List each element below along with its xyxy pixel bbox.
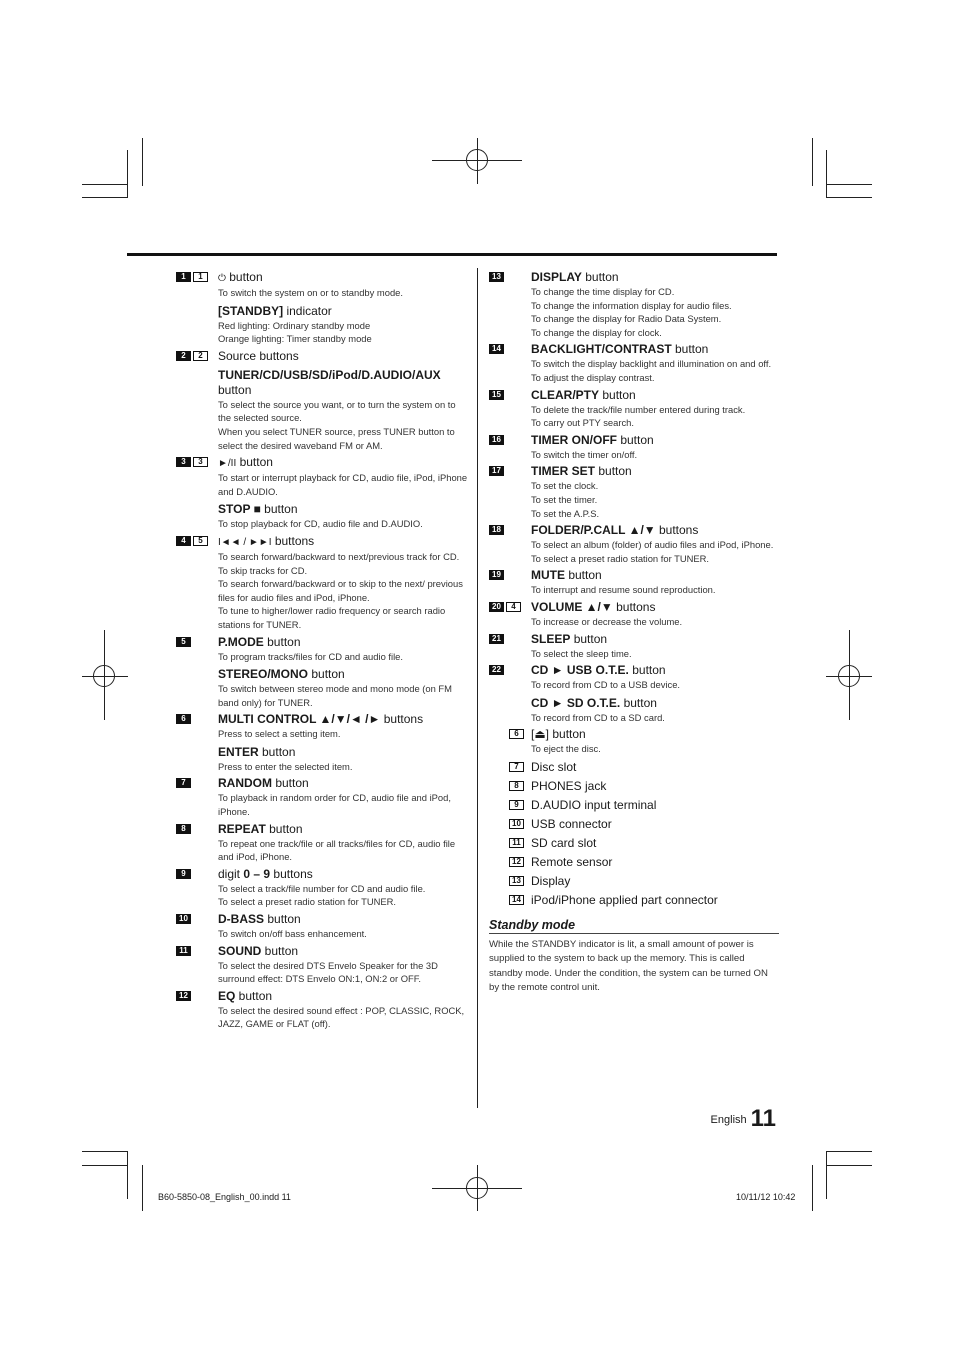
crop-mark [826, 1165, 872, 1166]
item-title-key: SOUND [218, 943, 262, 958]
item-title-key: TIMER SET [531, 464, 596, 479]
left-column [176, 270, 468, 1034]
item-title-suffix: button [235, 988, 273, 1003]
part-item [489, 779, 779, 794]
item-description: To stop playback for CD, audio file and D.AUDIO. [218, 518, 423, 530]
item-subtitle-key: [STANDBY] [218, 303, 284, 318]
item-title-key: CLEAR/PTY [531, 387, 600, 402]
crop-mark [82, 1165, 128, 1166]
item-title [218, 944, 468, 959]
power-icon: ⏻ [218, 273, 226, 284]
item-badge: 13 [489, 272, 504, 282]
item-subtitle-key: ENTER [218, 744, 259, 759]
item-title-suffix: button [236, 455, 273, 470]
item-title [218, 712, 468, 727]
part-label: D.AUDIO input terminal [531, 797, 657, 812]
item-subtitle [218, 304, 468, 319]
item-badges [509, 800, 524, 810]
item-description: To set the A.P.S. [531, 507, 600, 519]
crop-mark [127, 150, 128, 198]
item-badge: 10 [509, 819, 524, 829]
footer-date: 10/11/12 10:42 [736, 1192, 796, 1202]
item-title-key: DISPLAY [531, 270, 582, 284]
crop-mark [82, 1151, 128, 1152]
item-title-key: MULTI CONTROL ▲/▼/◄ /► [218, 712, 381, 727]
item-badges [489, 466, 504, 476]
item-badge: 12 [509, 857, 524, 867]
crop-mark [812, 1165, 813, 1211]
item-badge: 14 [489, 344, 504, 354]
item-title [218, 912, 468, 927]
column-divider [477, 268, 478, 1108]
item-description: To switch on/off bass enhancement. [218, 928, 367, 940]
item-badge: 9 [509, 800, 524, 810]
item-title [218, 822, 468, 837]
item-badges [176, 946, 191, 956]
item-title-suffix: buttons [380, 712, 424, 727]
item-badges [489, 570, 504, 580]
standby-heading: Standby mode [489, 918, 779, 934]
item-badge: 3 [193, 457, 208, 467]
item-title-key: BACKLIGHT/CONTRAST [531, 342, 672, 357]
crop-mark [826, 1151, 872, 1152]
item-badge: 17 [489, 466, 504, 476]
item-title-prefix: digit [218, 866, 244, 881]
part-label: SD card slot [531, 835, 597, 850]
crop-mark [82, 184, 128, 185]
item-title-suffix: button [628, 663, 666, 678]
page-language: English [710, 1114, 747, 1126]
item-title-suffix: buttons [612, 599, 656, 614]
item-title [218, 989, 468, 1004]
crop-mark [826, 1151, 827, 1199]
list-item [489, 600, 779, 629]
crop-mark [142, 1165, 143, 1211]
item-description: To switch the system on or to standby mode. [218, 287, 403, 298]
item-badges [176, 351, 208, 361]
list-item [489, 388, 779, 430]
item-subtitle [218, 502, 468, 517]
item-badge: 11 [176, 946, 191, 956]
item-description: To search forward/backward or to skip to the next/ previous files for audio files and iPod, iPhone. [218, 578, 463, 603]
item-description: To select a preset radio station for TUNER. [218, 896, 397, 908]
item-title-key: CD ► USB O.T.E. [531, 663, 629, 678]
item-badges [509, 895, 524, 905]
crop-mark [826, 197, 872, 198]
item-description: To change the time display for CD. [531, 286, 675, 297]
item-badge: 11 [509, 838, 524, 848]
item-badges [509, 762, 524, 772]
item-subtitle-suffix: button [260, 502, 298, 517]
item-description: To playback in random order for CD, audio file and iPod, iPhone. [218, 792, 451, 818]
item-badge: 13 [509, 876, 524, 886]
item-badge: 2 [193, 351, 208, 361]
item-title [531, 523, 779, 538]
list-item [176, 822, 468, 864]
eject-button-title: [⏏] button [531, 727, 586, 742]
header-rule [127, 253, 777, 256]
item-description: To select the desired DTS Envelo Speaker for the 3D surround effect: DTS Envelo ON:1, ON:2 or OFF. [218, 959, 438, 985]
list-item [176, 270, 468, 346]
item-description: To change the display for clock. [531, 326, 662, 338]
item-title [531, 433, 779, 448]
item-description: To delete the track/file number entered during track. [531, 403, 746, 415]
item-badge: 10 [176, 914, 191, 924]
item-title-key: EQ [218, 988, 236, 1003]
item-title-suffix: button [581, 270, 619, 284]
item-title-suffix: buttons [270, 866, 313, 881]
item-title [218, 270, 468, 286]
crop-mark [826, 150, 827, 198]
item-title-key: VOLUME ▲/▼ [531, 599, 613, 614]
crop-mark [82, 197, 128, 198]
item-subtitle-key: TUNER/CD/USB/SD/iPod/D.AUDIO/AUX [218, 367, 441, 382]
part-item [489, 817, 779, 832]
item-description: To program tracks/files for CD and audio file. [218, 650, 403, 662]
item-title [218, 455, 468, 471]
list-item [489, 433, 779, 462]
item-description: Red lighting: Ordinary standby mode [218, 319, 371, 331]
item-badges [489, 344, 504, 354]
part-item [489, 798, 779, 813]
item-description: Orange lighting: Timer standby mode [218, 333, 372, 345]
item-description: Press to enter the selected item. [218, 760, 353, 772]
item-description: To select the desired sound effect : POP, CLASSIC, ROCK, JAZZ, GAME or FLAT (off). [218, 1004, 465, 1030]
standby-text: While the STANDBY indicator is lit, a small amount of power is supplied to the system to back up the memory. This is called standby mode. Under the condition, the system can be turned ON by the remote control unit. [489, 938, 768, 994]
right-column [489, 270, 779, 996]
item-badges [176, 457, 208, 467]
list-item [489, 632, 779, 661]
list-item [176, 349, 468, 452]
item-badges [489, 435, 504, 445]
item-title-suffix: button [671, 342, 709, 357]
list-item [489, 523, 779, 565]
registration-mark [466, 149, 488, 171]
item-badges [176, 536, 208, 546]
item-badges [509, 857, 524, 867]
list-item [176, 534, 468, 632]
item-title-key: RANDOM [218, 776, 272, 791]
item-badge: 22 [489, 665, 504, 675]
item-badge: 14 [509, 895, 524, 905]
item-title-suffix: button [261, 943, 299, 958]
part-label: USB connector [531, 816, 612, 831]
item-badge: 15 [489, 390, 504, 400]
item-description: To select the source you want, or to turn the system on to the selected source. [218, 398, 456, 424]
part-label: Display [531, 873, 571, 888]
item-badge: 2 [176, 351, 191, 361]
item-title [531, 663, 779, 678]
part-label: Remote sensor [531, 854, 613, 869]
item-subtitle-suffix: indicator [283, 303, 332, 318]
item-subtitle [218, 667, 468, 682]
item-title [218, 635, 468, 650]
item-description: To switch between stereo mode and mono mode (on FM band only) for TUNER. [218, 683, 452, 708]
item-title-key: 0 – 9 [243, 866, 271, 881]
item-badges [489, 272, 504, 282]
list-item [489, 568, 779, 597]
item-title-key: D-BASS [218, 912, 265, 927]
item-badges [176, 869, 191, 879]
item-badge: 9 [176, 869, 191, 879]
item-title [218, 867, 468, 882]
item-title [218, 776, 468, 791]
item-badges [176, 991, 191, 1001]
eject-desc: To eject the disc. [531, 743, 601, 755]
item-badges [509, 781, 524, 791]
item-title-key: SLEEP [531, 631, 571, 646]
item-subtitle-key: CD ► SD O.T.E. [531, 695, 621, 710]
part-label: PHONES jack [531, 778, 607, 793]
item-badge: 20 [489, 602, 504, 612]
item-badge: 5 [176, 637, 191, 647]
item-title [531, 464, 779, 479]
item-description: To tune to higher/lower radio frequency or search radio stations for TUNER. [218, 605, 446, 630]
registration-mark [838, 665, 860, 687]
list-item [176, 989, 468, 1031]
item-title-suffix: Source buttons [218, 348, 299, 363]
item-title-suffix: button [263, 634, 301, 649]
list-item [489, 663, 779, 724]
item-title [218, 349, 468, 364]
item-badges [489, 602, 521, 612]
item-title-suffix: button [264, 912, 301, 927]
item-subtitle-suffix: button [258, 744, 296, 759]
item-badge: 16 [489, 435, 504, 445]
item-badges [176, 914, 191, 924]
item-badge: 6 [509, 729, 524, 739]
list-item [176, 455, 468, 531]
footer-filename: B60-5850-08_English_00.indd 11 [158, 1192, 291, 1202]
item-subtitle [218, 368, 468, 398]
item-title [531, 388, 779, 403]
item-badge: 1 [193, 272, 208, 282]
registration-mark [93, 665, 115, 687]
list-item [489, 464, 779, 520]
item-badges [489, 634, 504, 644]
item-title [531, 632, 779, 647]
list-item [489, 342, 779, 384]
item-title-suffix: buttons [271, 533, 315, 548]
item-subtitle-key: STEREO/MONO [218, 667, 309, 682]
list-item [176, 712, 468, 773]
parts-list [489, 760, 779, 908]
item-subtitle [531, 696, 779, 711]
list-item [176, 912, 468, 941]
item-badge: 6 [176, 714, 191, 724]
item-title-key: FOLDER/P.CALL ▲/▼ [531, 523, 656, 538]
item-description: To interrupt and resume sound reproduction. [531, 584, 716, 596]
item-title-suffix: button [595, 464, 632, 479]
crop-mark [826, 184, 872, 185]
item-badge: 8 [509, 781, 524, 791]
part-item [489, 893, 779, 908]
item-description: To switch the display backlight and illumination on and off. [531, 358, 772, 370]
item-badge: 7 [176, 778, 191, 788]
item-badge: 1 [176, 272, 191, 282]
item-title-suffix: button [225, 270, 263, 284]
registration-mark [466, 1177, 488, 1199]
list-item [176, 776, 468, 818]
item-description: To record from CD to a SD card. [531, 711, 665, 723]
item-description: To select a track/file number for CD and audio file. [218, 882, 426, 894]
item-badges [176, 824, 191, 834]
item-description: To skip tracks for CD. [218, 564, 308, 576]
page-number: 11 [750, 1105, 776, 1132]
part-item [489, 760, 779, 775]
play-pause-icon: ►/II [218, 458, 237, 470]
item-badges [489, 665, 504, 675]
item-title [531, 600, 779, 615]
item-title-suffix: buttons [655, 523, 699, 538]
item-badges [509, 838, 524, 848]
item-description: To change the display for Radio Data System. [531, 313, 722, 325]
item-badge: 4 [176, 536, 191, 546]
item-badges [176, 778, 191, 788]
item-description: To increase or decrease the volume. [531, 615, 683, 627]
item-subtitle-suffix: button [218, 382, 252, 397]
item-description: To select the sleep time. [531, 647, 632, 659]
crop-mark [142, 138, 143, 186]
item-title-suffix: button [265, 821, 303, 836]
item-badges [489, 390, 504, 400]
crop-mark [812, 138, 813, 186]
item-subtitle-key: STOP ■ [218, 502, 261, 517]
part-item [489, 874, 779, 889]
item-badge: 5 [193, 536, 208, 546]
item-badges [489, 525, 504, 535]
item-description: To start or interrupt playback for CD, audio file, iPod, iPhone and D.AUDIO. [218, 472, 468, 497]
part-label: Disc slot [531, 759, 577, 774]
item-description: To set the timer. [531, 493, 598, 505]
item-title-key: TIMER ON/OFF [531, 432, 617, 447]
item-badge: 3 [176, 457, 191, 467]
item-description: To set the clock. [531, 480, 599, 492]
item-badges [176, 714, 191, 724]
item-badges [509, 876, 524, 886]
item-badges [509, 819, 524, 829]
item-badge: 21 [489, 634, 504, 644]
skip-icon: I◄◄ / ►►I [218, 536, 272, 548]
item-badge: 8 [176, 824, 191, 834]
item-subtitle [218, 745, 468, 760]
item-title [218, 534, 468, 550]
part-item [489, 855, 779, 870]
item-badge: 7 [509, 762, 524, 772]
item-title-suffix: button [599, 387, 636, 402]
item-title [531, 568, 779, 583]
item-badge: 18 [489, 525, 504, 535]
item-title-key: REPEAT [218, 821, 266, 836]
item-description: To change the information display for audio files. [531, 299, 732, 311]
item-description: To adjust the display contrast. [531, 371, 655, 383]
item-description: Press to select a setting item. [218, 728, 341, 740]
crop-mark [127, 1151, 128, 1199]
item-subtitle-suffix: button [620, 695, 657, 710]
item-description: To record from CD to a USB device. [531, 679, 681, 691]
item-title-key: P.MODE [218, 634, 264, 649]
item-subtitle-suffix: button [308, 667, 345, 682]
page-number-block [711, 1105, 776, 1133]
item-title-suffix: button [565, 568, 602, 583]
item-description: To search forward/backward to next/previous track for CD. [218, 550, 460, 562]
item-description: To carry out PTY search. [531, 417, 634, 429]
item-title-suffix: button [272, 776, 309, 791]
item-description: To repeat one track/file or all tracks/files for CD, audio file and iPod, iPhone. [218, 837, 456, 863]
item-badges [176, 637, 191, 647]
item-title-key: MUTE [531, 568, 565, 583]
item-title [531, 270, 779, 285]
item-title [531, 342, 779, 357]
item-description: To select a preset radio station for TUNER. [531, 552, 710, 564]
item-badge: 12 [176, 991, 191, 1001]
list-item [489, 270, 779, 339]
item-description: To switch the timer on/off. [531, 448, 638, 460]
item-badge: 4 [506, 602, 521, 612]
part-label: iPod/iPhone applied part connector [531, 892, 718, 907]
item-badge: 19 [489, 570, 504, 580]
item-description: When you select TUNER source, press TUNER button to select the desired waveband FM or AM. [218, 425, 455, 451]
list-item [176, 635, 468, 710]
item-badges [176, 272, 208, 282]
item-description: To select an album (folder) of audio files and iPod, iPhone. [531, 539, 774, 551]
list-item [176, 867, 468, 909]
item-title-suffix: button [570, 631, 608, 646]
eject-entry [489, 727, 779, 756]
item-title-suffix: button [617, 432, 654, 447]
list-item [176, 944, 468, 986]
part-item [489, 836, 779, 851]
